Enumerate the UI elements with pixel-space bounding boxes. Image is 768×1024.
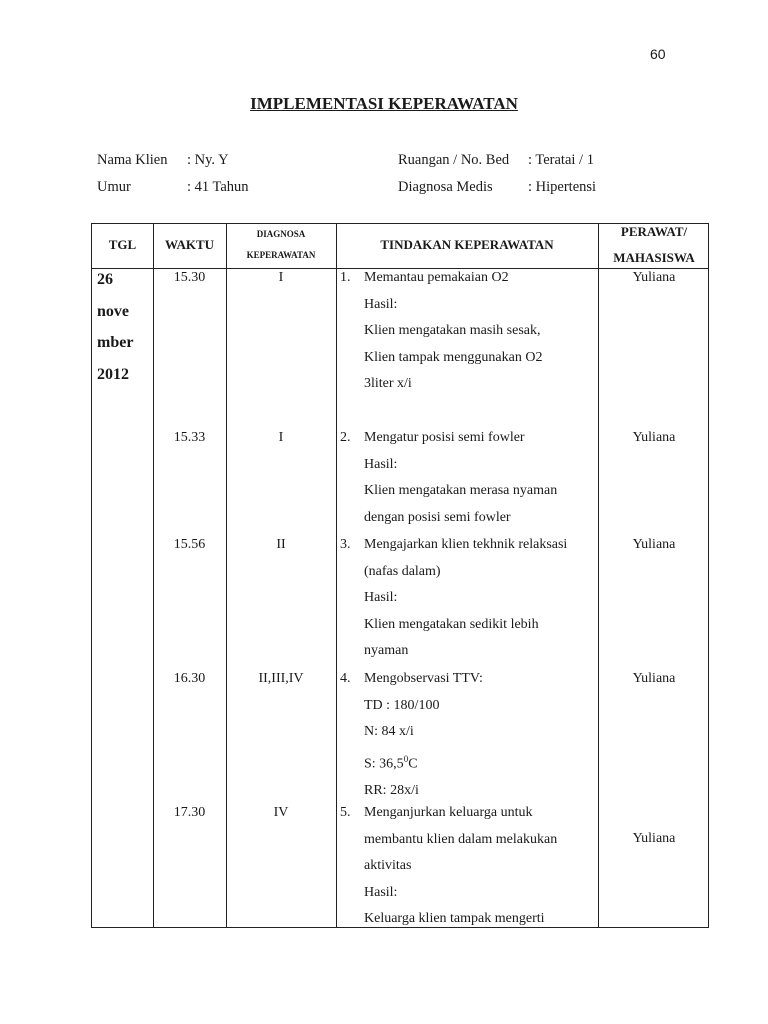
nurse-cell: Yuliana: [632, 537, 676, 552]
nurse-cell: Yuliana: [632, 671, 676, 686]
action-number: 2.: [340, 430, 351, 445]
action-line: membantu klien dalam melakukan: [364, 831, 558, 847]
temperature-line: [340, 746, 483, 778]
action-line: 3liter x/i: [364, 376, 412, 392]
action-cell: [340, 532, 567, 665]
action-line: Hasil:: [364, 590, 398, 606]
action-cell: [340, 265, 542, 398]
header-tindakan: TINDAKAN KEPERAWATAN: [380, 237, 554, 252]
action-line: Keluarga klien tampak mengerti: [364, 911, 545, 927]
action-line: Klien tampak menggunakan O2: [364, 349, 543, 365]
medical-diagnosis-value: : Hipertensi: [528, 179, 597, 195]
action-line: Mengobservasi TTV:: [364, 671, 483, 686]
medical-diagnosis-label: Diagnosa Medis: [398, 179, 493, 195]
header-perawat-line2: MAHASISWA: [613, 250, 695, 265]
temperature-unit: C: [408, 756, 418, 772]
action-cell: [340, 800, 557, 933]
time-cell: 15.30: [173, 270, 206, 285]
diagnosis-cell: II,III,IV: [258, 671, 304, 686]
patient-age-label: Umur: [97, 179, 131, 195]
column-divider: [598, 224, 599, 927]
header-diagnosa-line1: DIAGNOSA: [256, 229, 306, 239]
action-line: Mengatur posisi semi fowler: [364, 430, 525, 445]
action-line: Mengajarkan klien tekhnik relaksasi: [364, 537, 568, 552]
diagnosis-cell: I: [278, 430, 284, 445]
nurse-cell: Yuliana: [632, 270, 676, 285]
action-line: Memantau pemakaian O2: [364, 270, 509, 285]
header-waktu: WAKTU: [164, 237, 215, 252]
room-value: : Teratai / 1: [528, 152, 594, 168]
action-number: 1.: [340, 270, 351, 285]
degree-sup: 0: [403, 753, 409, 764]
date-line: 26: [97, 271, 113, 288]
date-line: 2012: [97, 365, 129, 383]
action-line: dengan posisi semi fowler: [364, 509, 511, 525]
date-line: mber: [97, 334, 134, 351]
action-line: Klien mengatakan masih sesak,: [364, 323, 541, 339]
action-number: 4.: [340, 671, 351, 686]
diagnosis-cell: IV: [273, 805, 289, 820]
implementation-table: [91, 223, 709, 928]
action-number: 3.: [340, 537, 351, 552]
column-divider: [336, 224, 337, 927]
diagnosis-cell: II: [276, 537, 286, 552]
action-line: Hasil:: [364, 296, 398, 312]
action-line: RR: 28x/i: [364, 783, 419, 799]
action-number: 5.: [340, 805, 351, 820]
action-line: N: 84 x/i: [364, 724, 414, 740]
action-line: Hasil:: [364, 884, 398, 900]
time-cell: 15.56: [173, 537, 206, 552]
temperature-value: S: 36,5: [364, 756, 404, 772]
action-line: TD : 180/100: [364, 697, 440, 713]
action-line: Klien mengatakan sedikit lebih: [364, 616, 539, 632]
action-cell: [340, 425, 557, 531]
action-line: Klien mengatakan merasa nyaman: [364, 483, 558, 499]
action-line: Menganjurkan keluarga untuk: [364, 805, 533, 820]
header-perawat-line1: PERAWAT/: [620, 224, 688, 239]
page-number: 60: [650, 46, 666, 62]
room-label: Ruangan / No. Bed: [398, 152, 510, 168]
page-title: IMPLEMENTASI KEPERAWATAN: [250, 94, 518, 113]
time-cell: 17.30: [173, 805, 206, 820]
header-diagnosa-line2: KEPERAWATAN: [246, 250, 316, 260]
time-cell: 15.33: [173, 430, 206, 445]
time-cell: 16.30: [173, 671, 206, 686]
action-line: nyaman: [364, 643, 409, 659]
diagnosis-cell: I: [278, 270, 284, 285]
nurse-cell: Yuliana: [632, 831, 676, 846]
date-line: nove: [97, 302, 129, 320]
date-cell: [97, 264, 133, 390]
action-line: aktivitas: [364, 858, 412, 874]
action-line: (nafas dalam): [364, 563, 441, 579]
patient-name-value: : Ny. Y: [187, 152, 229, 168]
patient-name-label: Nama Klien: [97, 152, 168, 168]
action-line: Hasil:: [364, 456, 398, 472]
header-tgl: TGL: [108, 237, 137, 252]
patient-age-value: : 41 Tahun: [187, 179, 249, 195]
nurse-cell: Yuliana: [632, 430, 676, 445]
action-cell: [340, 666, 483, 805]
